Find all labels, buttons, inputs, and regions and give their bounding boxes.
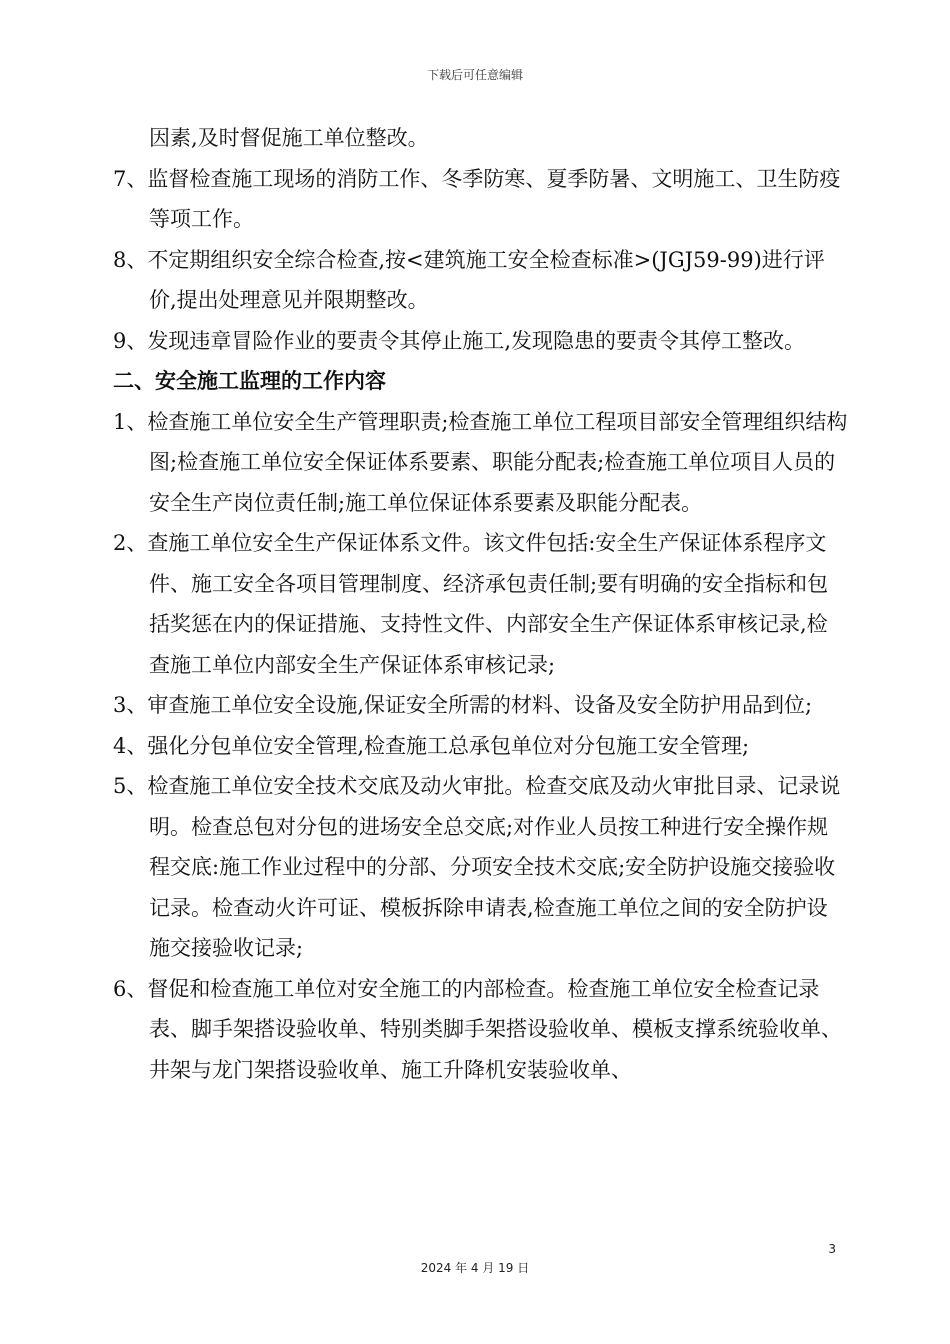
page-header: 下载后可任意编辑 — [426, 68, 523, 82]
section-item-2: 2、查施工单位安全生产保证体系文件。该文件包括:安全生产保证体系程序文件、施工安全各项目管理制度、经济承包责任制;要有明确的安全指标和包括奖惩在内的保证措施、支持性文件、内部安全生产保证体系审核记录,检查施工单位内部安全生产保证体系审核记录; — [113, 531, 829, 677]
footer-date: 2024 年 4 月 19 日 — [420, 1261, 530, 1275]
list-item-8: 8、不定期组织安全综合检查,按<建筑施工安全检查标准>(JGJ59-99)进行评价,提出处理意见并限期整改。 — [113, 247, 825, 312]
page-number: 3 — [828, 1242, 836, 1256]
section-item-3: 3、审查施工单位安全设施,保证安全所需的材料、设备及安全防护用品到位; — [113, 693, 813, 717]
section-item-4: 4、强化分包单位安全管理,检查施工总承包单位对分包施工安全管理; — [113, 733, 750, 758]
list-item-7: 7、监督检查施工现场的消防工作、冬季防寒、夏季防暑、文明施工、卫生防疫等项工作。 — [113, 166, 841, 231]
section-heading: 二、安全施工监理的工作内容 — [113, 368, 386, 393]
document-body — [113, 118, 848, 1090]
list-item-9: 9、发现违章冒险作业的要责令其停止施工,发现隐患的要责令其停工整改。 — [113, 328, 806, 353]
section-item-1: 1、检查施工单位安全生产管理职责;检查施工单位工程项目部安全管理组织结构图;检查施工单位安全保证体系要素、职能分配表;检查施工单位项目人员的安全生产岗位责任制;施工单位保证体系要素及职能分配表。 — [113, 409, 848, 515]
paragraph-continuation: 因素,及时督促施工单位整改。 — [149, 126, 429, 150]
section-item-5: 5、检查施工单位安全技术交底及动火审批。检查交底及动火审批目录、记录说明。检查总包对分包的进场安全总交底;对作业人员按工种进行安全操作规程交底:施工作业过程中的分部、分项安全技术交底;安全防护设施交接验收记录。检查动火许可证、模板拆除申请表,检查施工单位之间的安全防护设施交接验收记录; — [113, 774, 841, 960]
section-item-6: 6、督促和检查施工单位对安全施工的内部检查。检查施工单位安全检查记录表、脚手架搭设验收单、特别类脚手架搭设验收单、模板支撑系统验收单、井架与龙门架搭设验收单、施工升降机安装验收单、 — [113, 976, 842, 1082]
